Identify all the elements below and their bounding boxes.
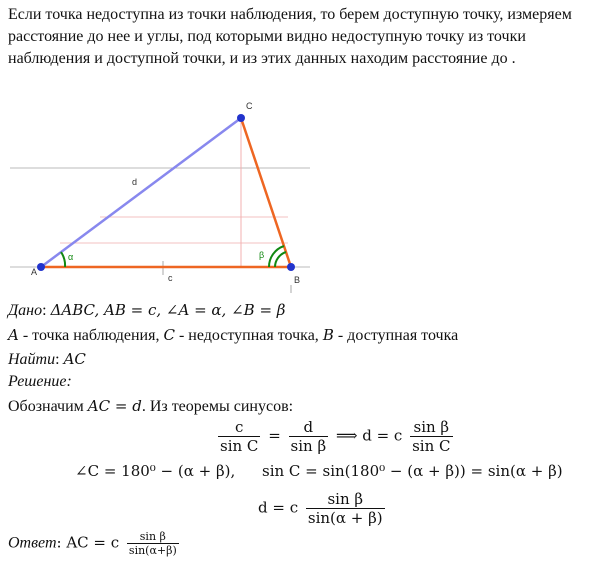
answer-math: : AC = c	[56, 533, 120, 552]
label-beta: β	[259, 250, 265, 260]
answer-line	[8, 530, 182, 557]
given-math: ΔABC, AB = c, ∠A = α, ∠B = β	[50, 301, 286, 319]
notation-line	[8, 396, 293, 417]
fraction-sinbeta-over-sinsum: $\frac{\text{sin β}}{\sin(\alpha + \beta)}$	[307, 490, 383, 527]
fraction-c-over-sinc: $\frac{c}{\text{sin C}}$	[220, 418, 259, 455]
label-side-d: d	[132, 177, 138, 187]
side-d	[41, 118, 241, 267]
equation-d: d = c $\frac{\text{sin β}}{\sin(\alpha + \beta)}$	[258, 490, 383, 527]
angle-beta-arc-inner	[275, 252, 286, 267]
given-line: Дано: ΔABC, AB = c, ∠A = α, ∠B = β	[8, 301, 286, 319]
find-line: Найти: AC	[8, 350, 86, 368]
equation-angle-c: ∠C = 180⁰ − (α + β),	[75, 462, 236, 480]
point-c-desc: - недоступная точка,	[174, 327, 323, 344]
answer-label: Ответ	[8, 534, 57, 552]
point-b-name: B	[322, 326, 334, 344]
label-a: A	[31, 267, 38, 277]
point-a-name: A	[8, 326, 19, 344]
solution-label: Решение:	[8, 373, 72, 390]
equation-sine-law: $\frac{c}{\text{sin C}}$ = $\frac{d}{\text{sin β}}$ ⟹ d = c $\frac{\text{sin β}}{\text{sin C}}$	[220, 418, 451, 455]
label-alpha: α	[68, 252, 74, 262]
point-c	[237, 114, 245, 122]
answer-fraction: $\frac{\text{sin β}}{\sin(\alpha+\beta)}$	[128, 530, 177, 557]
points-line	[8, 325, 458, 346]
notation-suffix: . Из теоремы синусов:	[141, 398, 294, 415]
fraction-d-over-sinbeta: $\frac{d}{\text{sin β}}$	[290, 418, 327, 455]
label-side-c: c	[168, 273, 173, 283]
notation-math: AC = d	[87, 397, 142, 415]
label-b: B	[294, 275, 301, 285]
notation-prefix: Обозначим	[8, 398, 88, 415]
side-cb	[241, 118, 291, 267]
point-b-desc: - доступная точка	[333, 327, 459, 344]
angle-alpha-arc	[61, 252, 65, 267]
fraction-sinbeta-over-sinc: $\frac{\text{sin β}}{\text{sin C}}$	[412, 418, 451, 455]
find-label: Найти	[8, 351, 56, 368]
triangle-figure	[0, 95, 600, 305]
label-c: C	[246, 101, 253, 111]
intro-paragraph: Если точка недоступна из точки наблюдения, то берем доступную точку, измеряем расстояние до нее и углы, под которыми видно недоступную точку из точки наблюдения и доступной точки, и из этих данных находим расстояние до .	[8, 6, 572, 67]
point-c-name: C	[163, 326, 175, 344]
point-a-desc: - точка наблюдения,	[18, 327, 164, 344]
given-label: Дано	[8, 302, 43, 319]
equation-sin-c: sin C = sin(180⁰ − (α + β)) = sin(α + β)	[262, 462, 563, 480]
angle-beta-arc-outer	[269, 246, 284, 267]
find-math: AC	[63, 350, 86, 368]
point-b	[287, 263, 295, 271]
point-a	[37, 263, 45, 271]
